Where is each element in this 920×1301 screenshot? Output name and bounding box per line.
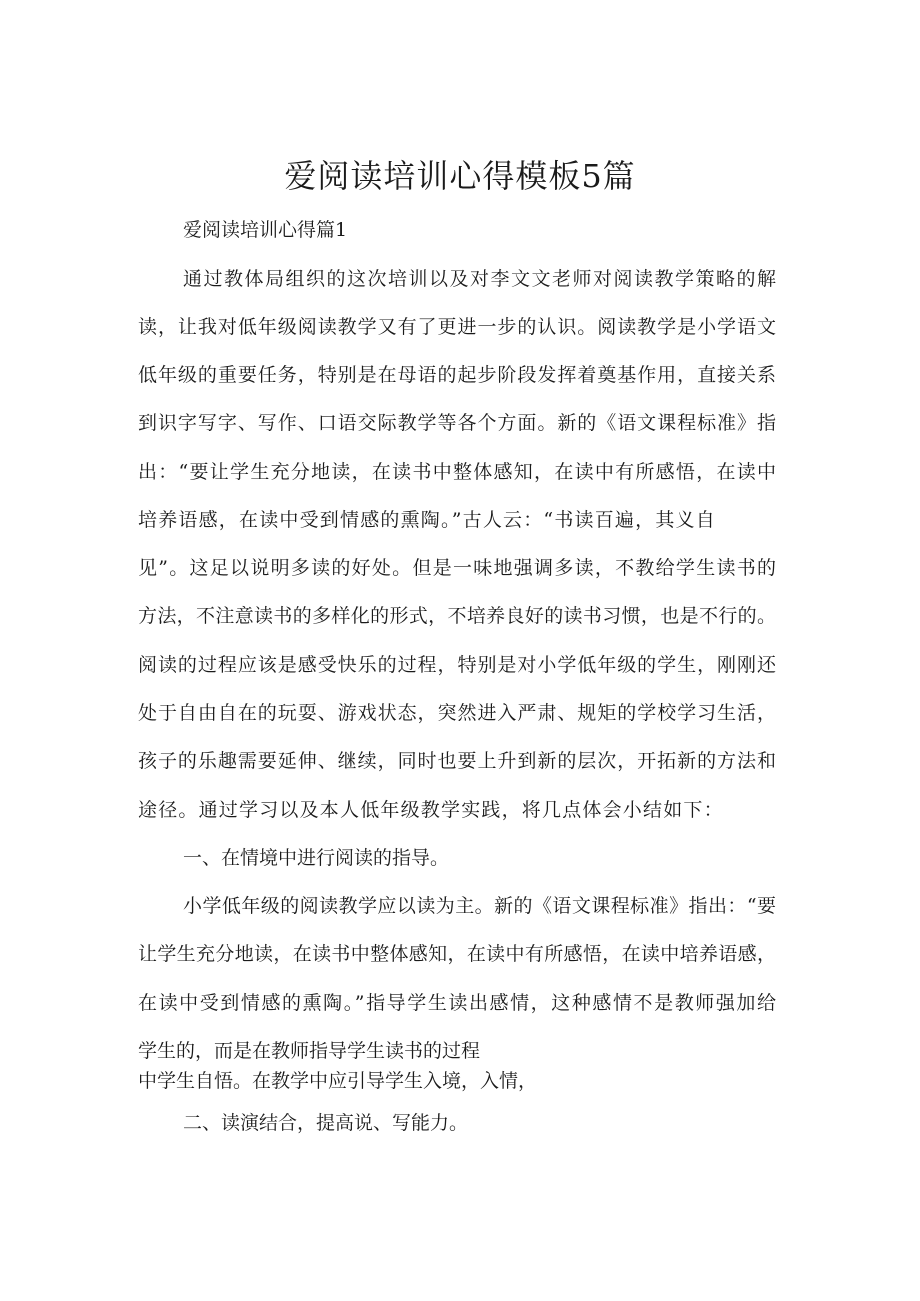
paragraph-line: 处于自由自在的玩耍、游戏状态，突然进入严肃、规矩的学校学习生活， [138,702,776,724]
paragraph-line: 到识字写字、写作、口语交际教学等各个方面。新的《语文课程标准》指 [138,412,776,434]
paragraph-line: 小学低年级的阅读教学应以读为主。新的《语文课程标准》指出：“要 [183,895,776,917]
paragraph-line: 出：“要让学生充分地读，在读书中整体感知，在读中有所感悟，在读中 [138,461,776,483]
paragraph-line: 低年级的重要任务，特别是在母语的起步阶段发挥着奠基作用，直接关系 [138,364,776,386]
paragraph-line: 让学生充分地读，在读书中整体感知，在读中有所感悟，在读中培养语感， [138,943,776,965]
paragraph-line: 读，让我对低年级阅读教学又有了更进一步的认识。阅读教学是小学语文 [138,316,776,338]
paragraph-line: 阅读的过程应该是感受快乐的过程，特别是对小学低年级的学生，刚刚还 [138,654,776,676]
paragraph-line: 方法，不注意读书的多样化的形式，不培养良好的读书习惯，也是不行的。 [138,605,776,627]
paragraph-line: 培养语感，在读中受到情感的熏陶。”古人云：“书读百遍，其义自 [138,509,716,531]
paragraph-line: 中学生自悟。在教学中应引导学生入境，入情， [138,1070,538,1092]
paragraph-line: 孩子的乐趣需要延伸、继续，同时也要上升到新的层次，开拓新的方法和 [138,750,776,772]
document-title: 爱阅读培训心得模板5篇 [284,157,636,195]
section-heading: 二、读演结合，提高说、写能力。 [183,1112,469,1134]
paragraph-line: 见”。这足以说明多读的好处。但是一味地强调多读，不教给学生读书的 [138,557,776,579]
paragraph-line: 途径。通过学习以及本人低年级教学实践，将几点体会小结如下： [138,799,724,821]
section-heading: 爱阅读培训心得篇1 [183,219,348,241]
paragraph-line: 通过教体局组织的这次培训以及对李文文老师对阅读教学策略的解 [183,268,776,290]
paragraph-line: 学生的，而是在教师指导学生读书的过程 [138,1040,481,1062]
section-heading: 一、在情境中进行阅读的指导。 [183,847,450,869]
paragraph-line: 在读中受到情感的熏陶。”指导学生读出感情，这种感情不是教师强加给 [138,992,776,1014]
